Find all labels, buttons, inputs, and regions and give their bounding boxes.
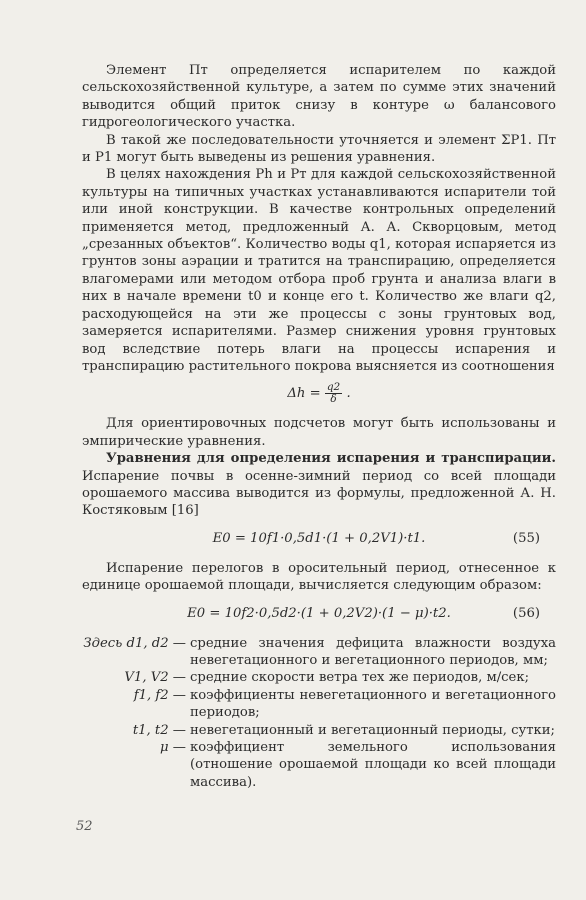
legend-definition: средние значения дефицита влажности воздуха невегетационного и вегетационного периодов, мм; [190, 635, 556, 668]
legend-row [82, 635, 556, 670]
section-paragraph [82, 450, 556, 520]
legend-symbol: t1, t2 — [132, 722, 186, 738]
legend-row [82, 687, 556, 722]
legend-row [82, 669, 556, 686]
legend-symbol: V1, V2 — [124, 670, 186, 686]
formula-55-expression: E0 = 10f1·0,5d1·(1 + 0,2V1)·t1. [212, 530, 426, 546]
legend-definition: коэффициенты невегетационного и вегетационного периодов; [190, 687, 556, 721]
formula-delta-h-tail: . [346, 386, 351, 402]
fraction-numerator: q2 [326, 381, 341, 394]
legend-definition: средние скорости ветра тех же периодов, м/сек; [190, 670, 530, 686]
paragraph-sequence: В такой же последовательности уточняется и элемент ΣP1. Пт и P1 могут быть выведены из решения уравнения. [82, 132, 556, 166]
legend-definition: невегетационный и вегетационный периоды, сутки; [190, 722, 555, 738]
formula-56-expression: E0 = 10f2·0,5d2·(1 + 0,2V2)·(1 − μ)·t2. [187, 605, 451, 621]
paragraph-element-pt: Элемент Пт определяется испарителем по каждой сельскохозяйственной культуре, а затем по сумме этих значений выводится общий приток снизу в контуре ω балансового гидрогеологического участка. [82, 63, 556, 131]
formula-55-number: (55) [512, 530, 540, 546]
legend-row [82, 722, 556, 739]
formula-delta-h [82, 381, 556, 407]
formula-56-number: (56) [512, 605, 540, 621]
legend-symbol: Здесь d1, d2 — [83, 635, 186, 651]
fraction-denominator: δ [330, 393, 337, 406]
legend-row [82, 739, 556, 791]
section-heading: Уравнения для определения испарения и транспирации. [106, 451, 556, 467]
formula-delta-h-fraction [325, 382, 342, 405]
legend-definition: коэффициент земельного использования (отношение орошаемой площади ко всей площади массива). [190, 740, 556, 790]
paragraph-fallow: Испарение перелогов в оросительный период, отнесенное к единице орошаемой площади, вычисляется следующим образом: [82, 560, 556, 594]
legend-symbol: μ — [160, 740, 186, 755]
paragraph-evaporators: В целях нахождения Ph и Pт для каждой сельскохозяйственной культуры на типичных участках устанавливаются испарители той или иной конструкции. В качестве контрольных определений применяется метод, предложенный А. А. Скворцовым, метод „срезанных объектов“. Количество воды q1, которая испаряется из грунтов зоны аэрации и тратится на транспирацию, определяется влагомерами или методом отбора проб грунта и анализа влаги в них в начале времени t0 и конце его t. Количество же влаги q2, расходующейся на эти же процессы с зоны грунтовых вод, замеряется испарителями. Размер снижения уровня грунтовых вод вследствие потерь влаги на процессы испарения и транспирацию растительного покрова выясняется из соотношения [82, 167, 556, 374]
formula-56 [82, 601, 556, 627]
symbol-legend [82, 635, 556, 792]
legend-symbol: f1, f2 — [133, 687, 186, 703]
formula-delta-h-lhs: Δh = [287, 386, 321, 402]
paragraph-estimate: Для ориентировочных подсчетов могут быть использованы и эмпирические уравнения. [82, 416, 556, 449]
section-text: Испарение почвы в осенне-зимний период со всей площади орошаемого массива выводится из формулы, предложенной А. Н. Костяковым [16] [82, 468, 556, 519]
formula-55 [82, 526, 556, 552]
page-number: 52 [76, 819, 93, 834]
